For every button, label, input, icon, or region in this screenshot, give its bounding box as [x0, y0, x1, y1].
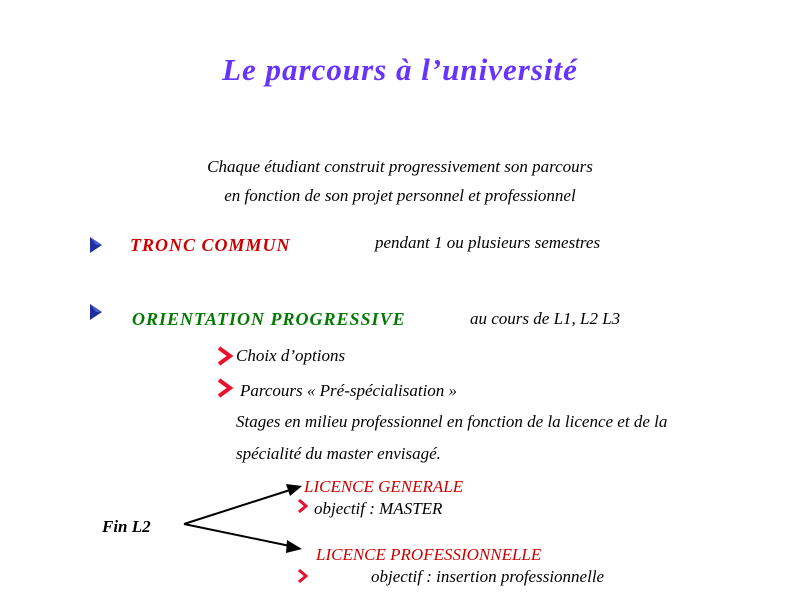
intro-line-2: en fonction de son projet personnel et professionnel [224, 186, 576, 205]
chevron-arrow-icon [216, 378, 234, 398]
option-choice-item: Choix d’options [236, 346, 346, 365]
orientation-detail: au cours de L1, L2 L3 [470, 309, 621, 328]
licence-pro-objective: objectif : insertion professionnelle [371, 567, 605, 586]
tronc-commun-detail: pendant 1 ou plusieurs semestres [375, 233, 601, 252]
triangle-bullet-icon [89, 236, 103, 254]
licence-generale-label: LICENCE GENERALE [304, 477, 464, 496]
licence-pro-label: LICENCE PROFESSIONNELLE [316, 545, 542, 564]
tronc-commun-heading: TRONC COMMUN [130, 235, 291, 255]
licence-generale-objective: objectif : MASTER [314, 499, 443, 518]
chevron-arrow-icon [297, 498, 309, 514]
branch-arrows [180, 480, 310, 560]
fin-l2-label: Fin L2 [102, 517, 151, 536]
chevron-arrow-icon [216, 346, 234, 366]
chevron-arrow-icon [297, 568, 309, 584]
triangle-bullet-icon [89, 303, 103, 321]
stages-line-1: Stages en milieu professionnel en fonction de la licence et de la [236, 412, 668, 431]
page-title: Le parcours à l’université [222, 52, 578, 87]
intro-line-1: Chaque étudiant construit progressivement son parcours [207, 157, 593, 176]
stages-line-2: spécialité du master envisagé. [236, 444, 441, 463]
orientation-heading: ORIENTATION PROGRESSIVE [132, 309, 406, 329]
pre-specialisation-item: Parcours « Pré-spécialisation » [240, 381, 458, 400]
